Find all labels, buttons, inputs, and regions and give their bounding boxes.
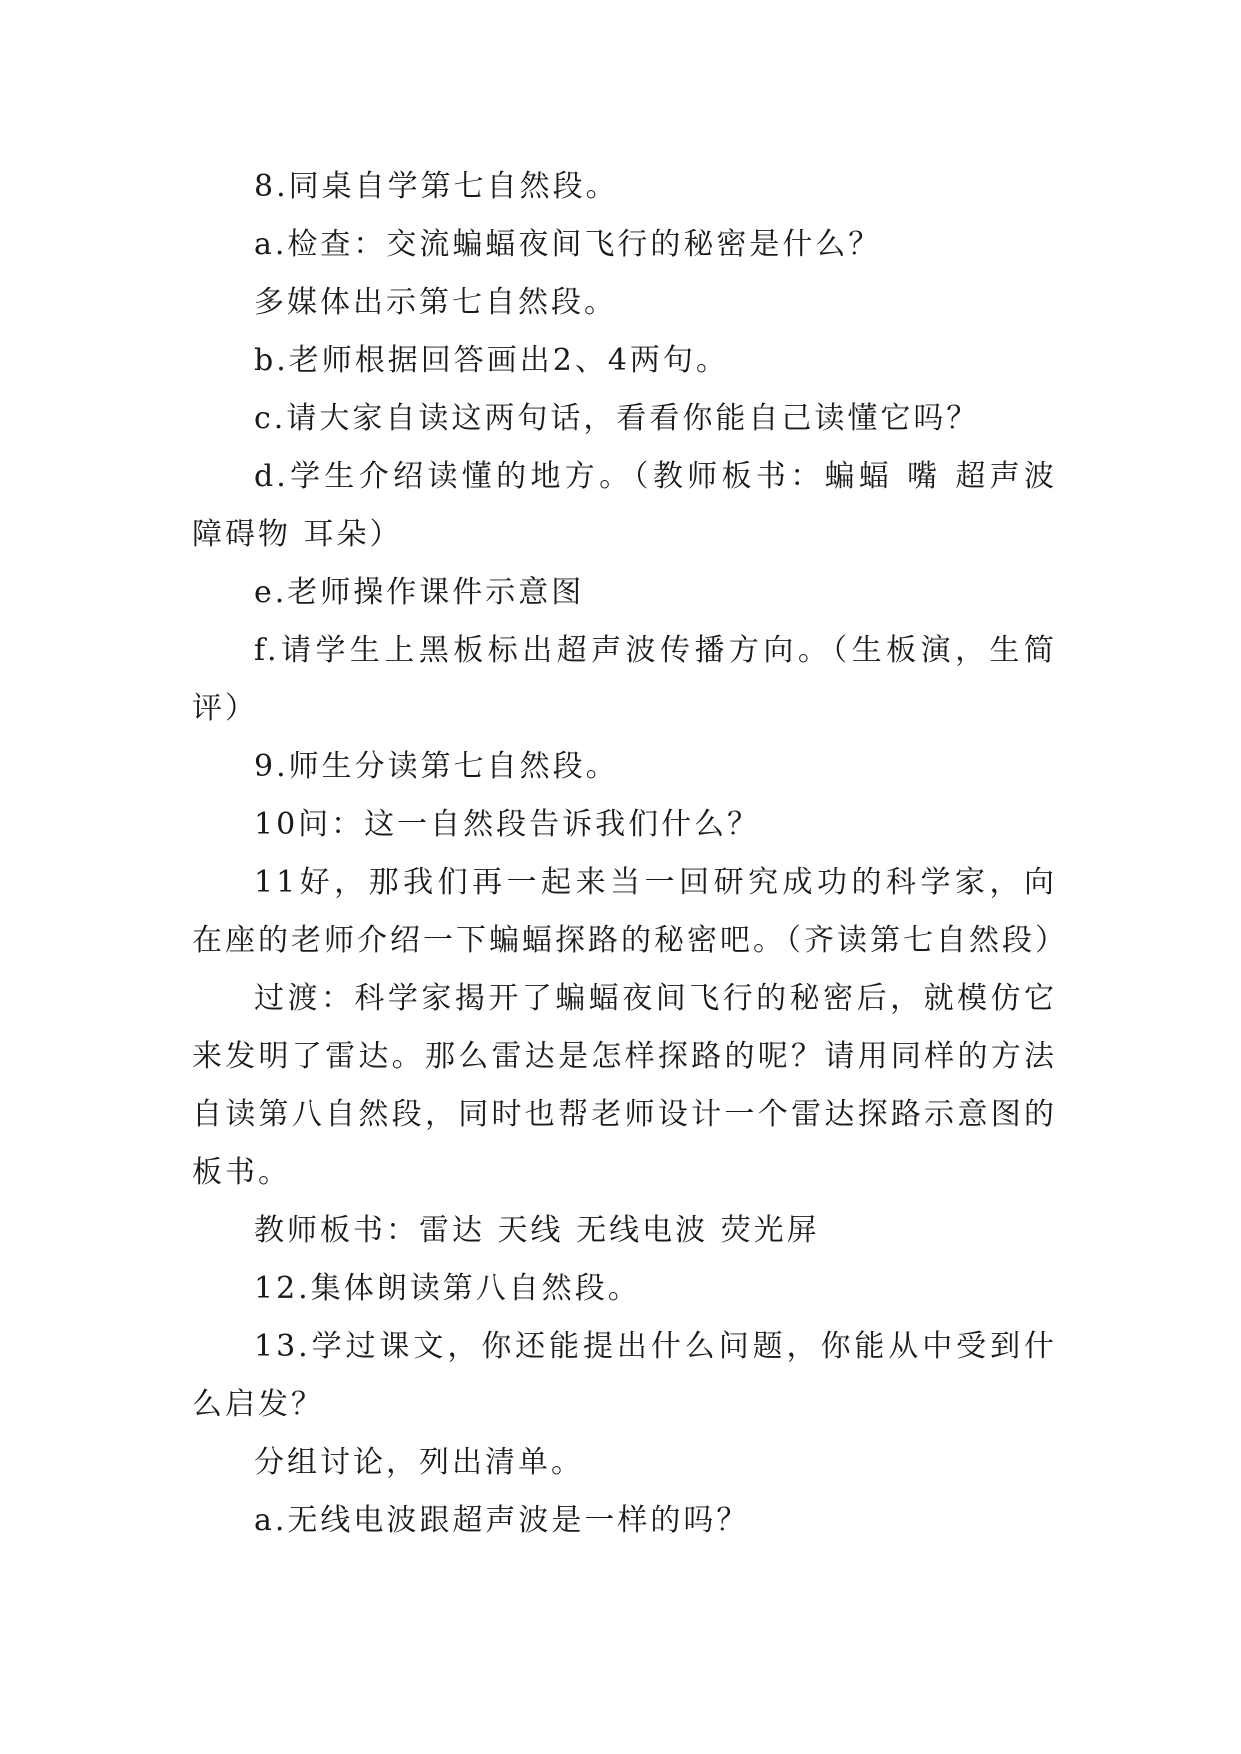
- paragraph: 13.学过课文，你还能提出什么问题，你能从中受到什么启发？: [192, 1329, 1057, 1422]
- paragraph: b.老师根据回答画出2、4两句。: [254, 343, 729, 378]
- paragraph: 多媒体出示第七自然段。: [254, 285, 617, 320]
- paragraph: 10问：这一自然段告诉我们什么？: [254, 807, 761, 842]
- paragraph: f.请学生上黑板标出超声波传播方向。（生板演，生简评）: [192, 633, 1057, 726]
- paragraph: 教师板书：雷达 天线 无线电波 荧光屏: [254, 1213, 820, 1248]
- paragraph: 12.集体朗读第八自然段。: [254, 1271, 641, 1306]
- paragraph: 过渡：科学家揭开了蝙蝠夜间飞行的秘密后，就模仿它来发明了雷达。那么雷达是怎样探路的呢？请用同样的方法自读第八自然段，同时也帮老师设计一个雷达探路示意图的板书。: [192, 981, 1057, 1190]
- paragraph: 9.师生分读第七自然段。: [254, 749, 619, 784]
- paragraph: d.学生介绍读懂的地方。（教师板书：蝙蝠 嘴 超声波 障碍物 耳朵）: [192, 459, 1057, 552]
- paragraph: e.老师操作课件示意图: [254, 575, 585, 610]
- paragraph: a.无线电波跟超声波是一样的吗？: [254, 1503, 750, 1538]
- paragraph: a.检查：交流蝙蝠夜间飞行的秘密是什么？: [254, 227, 882, 262]
- paragraph: c.请大家自读这两句话，看看你能自己读懂它吗？: [254, 401, 980, 436]
- document-body: [192, 158, 1068, 1550]
- paragraph: 分组讨论，列出清单。: [254, 1445, 584, 1480]
- paragraph: 8.同桌自学第七自然段。: [254, 169, 619, 204]
- paragraph: 11好，那我们再一起来当一回研究成功的科学家，向在座的老师介绍一下蝙蝠探路的秘密吧。（齐读第七自然段）: [192, 865, 1068, 958]
